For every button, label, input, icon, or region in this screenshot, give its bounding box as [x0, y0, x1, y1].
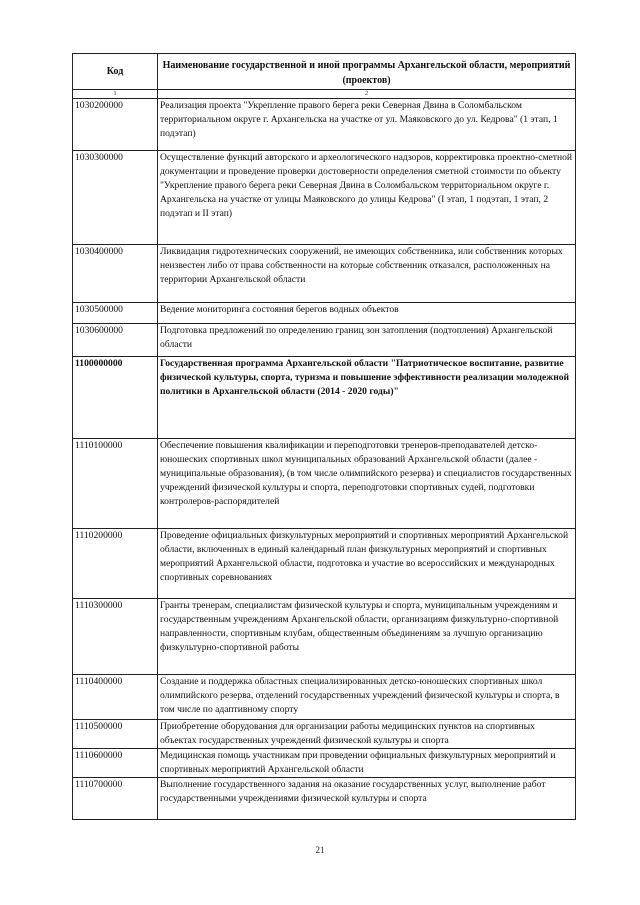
row-code: 1030600000: [73, 324, 158, 357]
row-text: Реализация проекта "Укрепление правого берега реки Северная Двина в Соломбальском территориальном округе г. Архангельска на участке от ул. Маяковского до ул. Кедрова" (1 этап, 1 подэтап): [158, 99, 576, 151]
table-row: [73, 720, 576, 749]
row-text: Выполнение государственного задания на оказание государственных услуг, выполнение работ государственными учреждениями физической культуры и спорта: [158, 778, 576, 820]
table-header-row: [73, 54, 576, 90]
row-text: Обеспечение повышения квалификации и переподготовки тренеров-преподавателей детско-юношеских спортивных школ муниципальных образований Архангельской области (далее - муниципальные образования), (в том числе олимпийского резерва) и специалистов государственных учреждений физической культуры и спорта, переподготовки спортивных судей, подготовки контролеров-распорядителей: [158, 439, 576, 529]
row-code: 1030300000: [73, 151, 158, 245]
row-text: Государственная программа Архангельской области "Патриотическое воспитание, развитие физической культуры, спорта, туризма и повышение эффективности реализации молодежной политики в Архангельской области (2014 - 2020 годы)": [158, 357, 576, 439]
row-code: 1110200000: [73, 529, 158, 599]
table-row: [73, 749, 576, 778]
row-code: 1110300000: [73, 599, 158, 675]
table-row: [73, 439, 576, 529]
page-number: 21: [315, 845, 325, 855]
row-text: Приобретение оборудования для организации работы медицинских пунктов на спортивных объектах государственных учреждений физической культуры и спорта: [158, 720, 576, 749]
row-code: 1110100000: [73, 439, 158, 529]
row-code: 1110500000: [73, 720, 158, 749]
table-row: [73, 303, 576, 324]
row-text: Проведение официальных физкультурных мероприятий и спортивных мероприятий Архангельской области, включенных в единый календарный план физкультурных мероприятий и спортивных мероприятий Архангельской области, подготовка и участие во всероссийских и международных спортивных соревнованиях: [158, 529, 576, 599]
row-text: Подготовка предложений по определению границ зон затопления (подтопления) Архангельской области: [158, 324, 576, 357]
table-row: [73, 245, 576, 303]
table-row: [73, 151, 576, 245]
row-code: 1100000000: [73, 357, 158, 439]
row-text: Гранты тренерам, специалистам физической культуры и спорта, муниципальным учреждениям и государственным учреждениям Архангельской области, организациям физкультурно-спортивной направленности, спортивным клубам, общественным объединениям за лучшую организацию физкультурно-спортивной работы: [158, 599, 576, 675]
row-text: Ликвидация гидротехнических сооружений, не имеющих собственника, или собственник которых неизвестен либо от права собственности на которые собственник отказался, расположенных на территории Архангельской области: [158, 245, 576, 303]
row-text: Осуществление функций авторского и археологического надзоров, корректировка проектно-сметной документации и проведение проверки достоверности определения сметной стоимости по объекту "Укрепление правого берега реки Северная Двина в Соломбальском территориальном округе г. Архангельска на участке от улицы Маяковского до улицы Кедрова" (I этап, 1 подэтап, 1 этап, 2 подэтап и II этап): [158, 151, 576, 245]
table-row: [73, 675, 576, 720]
column-number: 2: [158, 90, 576, 99]
row-code: 1030500000: [73, 303, 158, 324]
table-row: [73, 99, 576, 151]
program-table: [72, 53, 576, 820]
row-code: 1110400000: [73, 675, 158, 720]
table-row: [73, 778, 576, 820]
table-row: [73, 529, 576, 599]
table-row: [73, 599, 576, 675]
table-row: [73, 357, 576, 439]
row-code: 1030400000: [73, 245, 158, 303]
header-code: Код: [73, 54, 158, 90]
row-text: Ведение мониторинга состояния берегов водных объектов: [158, 303, 576, 324]
column-number-row: [73, 90, 576, 99]
header-name: Наименование государственной и иной программы Архангельской области, мероприятий (проектов): [158, 54, 576, 90]
row-text: Создание и поддержка областных специализированных детско-юношеских спортивных школ олимпийского резерва, отделений государственных учреждений физической культуры и спорта, в том числе по адаптивному спорту: [158, 675, 576, 720]
row-code: 1030200000: [73, 99, 158, 151]
row-code: 1110700000: [73, 778, 158, 820]
row-code: 1110600000: [73, 749, 158, 778]
table-row: [73, 324, 576, 357]
column-number: 1: [73, 90, 158, 99]
row-text: Медицинская помощь участникам при проведении официальных физкультурных мероприятий и спортивных мероприятий Архангельской области: [158, 749, 576, 778]
